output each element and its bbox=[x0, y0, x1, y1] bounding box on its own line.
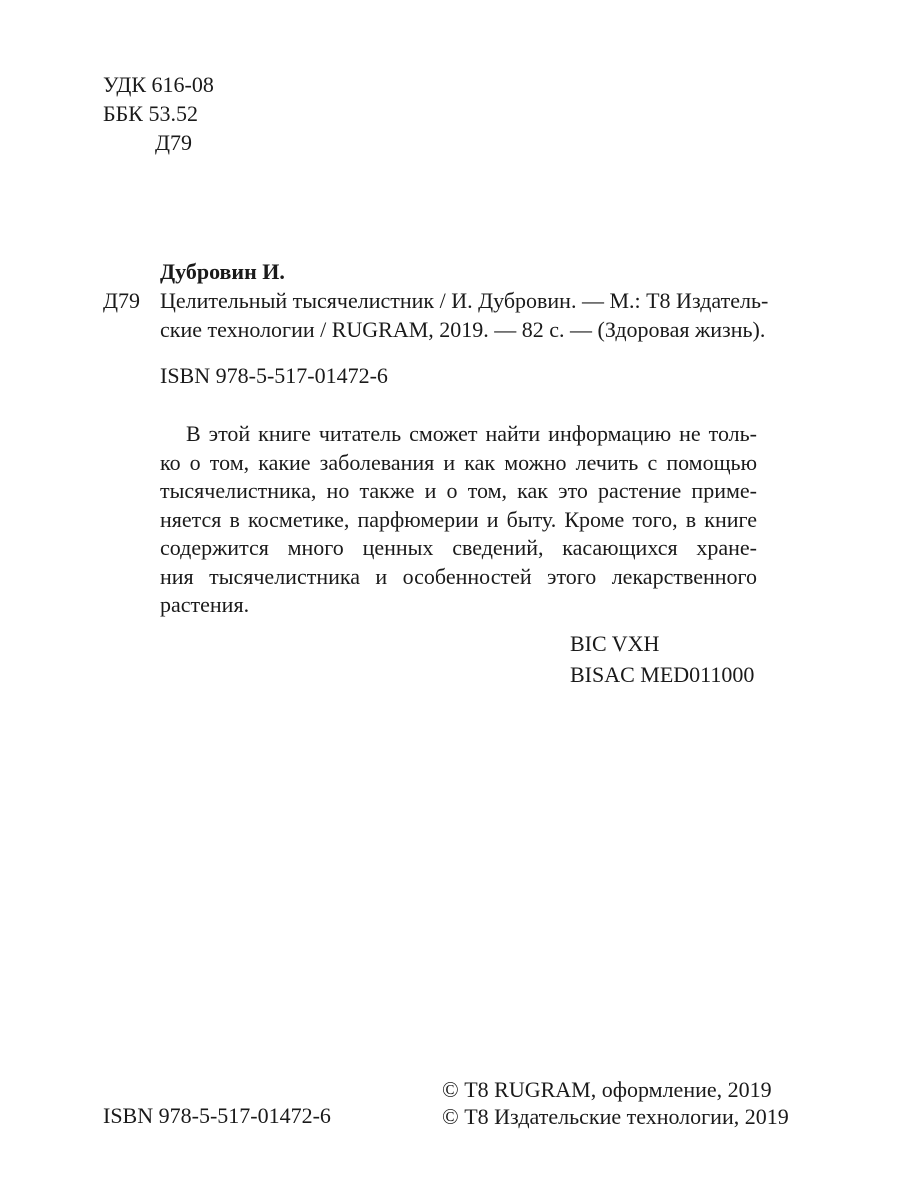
annotation-line: няется в косметике, парфюмерии и быту. Кроме того, в книге bbox=[160, 506, 757, 532]
annotation bbox=[160, 420, 757, 620]
classification-block bbox=[103, 70, 214, 157]
annotation-line: растения. bbox=[160, 592, 250, 617]
footer-isbn: ISBN 978-5-517-01472-6 bbox=[103, 1103, 331, 1128]
catalog-code: Д79 bbox=[103, 288, 141, 313]
bisac-code: BISAC MED011000 bbox=[570, 662, 755, 687]
catalog-isbn: ISBN 978-5-517-01472-6 bbox=[160, 363, 388, 388]
annotation-line: содержится много ценных сведений, касающихся хране- bbox=[160, 535, 757, 560]
annotation-line: ко о том, какие заболевания и как можно лечить с помощью bbox=[160, 449, 757, 475]
bbk-index: ББК 53.52 bbox=[103, 101, 198, 126]
biblio-line: Целительный тысячелистник / И. Дубровин. — М.: Т8 Издатель- bbox=[160, 288, 769, 313]
subject-codes bbox=[570, 628, 754, 690]
catalog-author: Дубровин И. bbox=[160, 259, 285, 284]
copyright-line: © Т8 RUGRAM, оформление, 2019 bbox=[442, 1077, 772, 1102]
copyright-line: © Т8 Издательские технологии, 2019 bbox=[442, 1104, 789, 1129]
bibliographic-description bbox=[160, 286, 769, 344]
annotation-line: тысячелистника, но также и о том, как это растение приме- bbox=[160, 478, 757, 503]
copyright-block bbox=[442, 1076, 789, 1130]
annotation-line: ния тысячелистника и особенностей этого лекарственного bbox=[160, 563, 757, 589]
bic-code: BIC VXH bbox=[570, 631, 660, 656]
annotation-line: В этой книге читатель сможет найти информацию не толь- bbox=[186, 421, 757, 446]
udk-index: УДК 616-08 bbox=[103, 72, 214, 97]
biblio-line: ские технологии / RUGRAM, 2019. — 82 с. — (Здоровая жизнь). bbox=[160, 317, 766, 342]
author-mark: Д79 bbox=[155, 130, 193, 155]
